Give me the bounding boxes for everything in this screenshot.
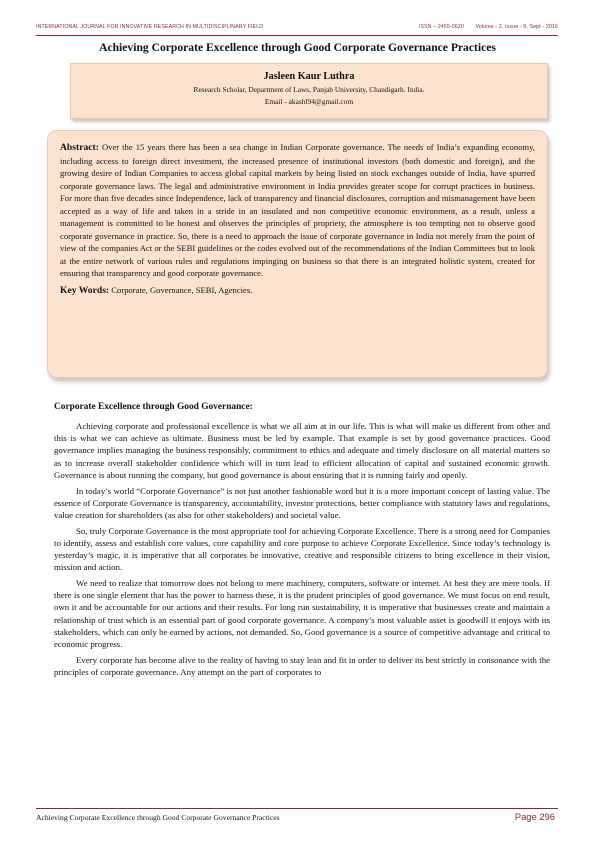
author-email: Email - akashl94@gmail.com	[264, 97, 354, 106]
abstract-label: Abstract:	[60, 142, 99, 153]
paragraph: So, truly Corporate Governance is the most appropriate tool for achieving Corporate Excellence. There is a strong need for Companies to identify, assess and establish core values, core capability and core purpose to achieve Corporate Excellence. Since today’s technology is yesterday’s magic, it is imperative that all corporates be innovative, creative and responsible citizens to bring excellence in their vision, mission and action.	[54, 525, 550, 573]
keywords-label: Key Words:	[60, 285, 110, 297]
issn: ISSN – 2455-0620	[418, 24, 465, 30]
abstract-box	[47, 130, 548, 378]
volume-issue: Volume - 2, Issue - 9, Sept - 2016	[475, 24, 558, 30]
abstract	[60, 141, 535, 280]
author-name: Jasleen Kaur Luthra	[263, 71, 355, 82]
keywords	[60, 285, 535, 296]
journal-meta	[409, 24, 558, 30]
paragraph: Achieving corporate and professional excellence is what we all aim at in our life. This is what will make us different from other and this is what we can achieve as ultimate. Business must be led by example. That example is set by good governance practices. Good governance implies managing the business responsibly, commitment to ethics and adequate and timely disclosure on all material matters so as to increase overall stakeholder confidence which will in turn lead to efficient allocation of capital and sustained economic growth. Governance is about running the company, but good governance is about ensuring that it is running fairly and openly.	[54, 421, 550, 480]
keywords-text: Corporate, Governance, SEBI, Agencies.	[111, 285, 253, 296]
journal-name: INTERNATIONAL JOURNAL FOR INNOVATIVE RESEARCH IN MULTIDISCIPLINARY FIELD	[36, 24, 264, 30]
paper-title: Achieving Corporate Excellence through Good Corporate Governance Practices	[99, 41, 496, 54]
header-rule	[36, 35, 558, 36]
page-number: Page 296	[514, 811, 555, 822]
paragraph: Every corporate has become alive to the reality of having to stay lean and fit in order to deliver its best strictly in consonance with the principles of corporate governance. Any attempt on the part of corporates to	[54, 654, 550, 677]
author-box	[70, 63, 548, 119]
author-affiliation: Research Scholar, Department of Laws, Panjab University, Chandigarh. India.	[193, 85, 425, 94]
abstract-text: Over the 15 years there has been a sea change in Indian Corporate governance. The needs of India’s expanding economy, including access to foreign direct investment, the increased presence of institutional investors (both domestic and foreign), and the growing desire of Indian Companies to access global capital markets by being listed on stock exchanges outside of India, have spurred corporate governance laws. The legal and administrative environment in India provides greater scope for corrupt practices in business. For more than five decades since Independence, lack of transparency and financial disclosures, corruption and mismanagement have been accepted as a way of life and taken in a stride in an insulated and non competitive economic environment, as a result, unless a management is committed to be honest and observes the principles of propriety, the atmosphere is too tempting not to observe good corporate governance in practice. So, there is a need to approach the issue of corporate governance in India not merely from the point of view of the companies Act or the SEBI guidelines or the codes evolved out of the recommendations of the Indian Committees but to look at the entire network of various rules and regulations impinging on business so that there is an integrated holistic system, created for ensuring that transparency and good corporate governance.	[60, 142, 535, 279]
footer-title: Achieving Corporate Excellence through Good Corporate Governance Practices	[36, 813, 280, 822]
paragraph: In today’s world “Corporate Governance” is not just another fashionable word but it is a more important concept of lasting value. The essence of Corporate Governance is transparency, accountability, investor protections, better compliance with statutory laws and regulations, value creation for shareholders (as also for other stakeholders) and societal value.	[54, 485, 550, 520]
section-heading: Corporate Excellence through Good Governance:	[54, 402, 253, 412]
body-text	[54, 420, 550, 682]
footer-rule	[36, 808, 558, 809]
paragraph: We need to realize that tomorrow does not belong to mere machinery, computers, software or internet. At best they are mere tools. If there is one single element that has the power to harness these, it is the prudent principles of good governance. We must focus on end result, own it and be accountable for our actions and their results. For long run sustainability, it is imperative that businesses create and maintain a relationship of trust which is an essential part of good corporate governance. A company’s most valuable asset is goodwill it enjoys with its stakeholders, which can only be earned by actions, not demanded. So, Good governance is a source of competitive advantage and critical to economic progress.	[54, 577, 550, 649]
